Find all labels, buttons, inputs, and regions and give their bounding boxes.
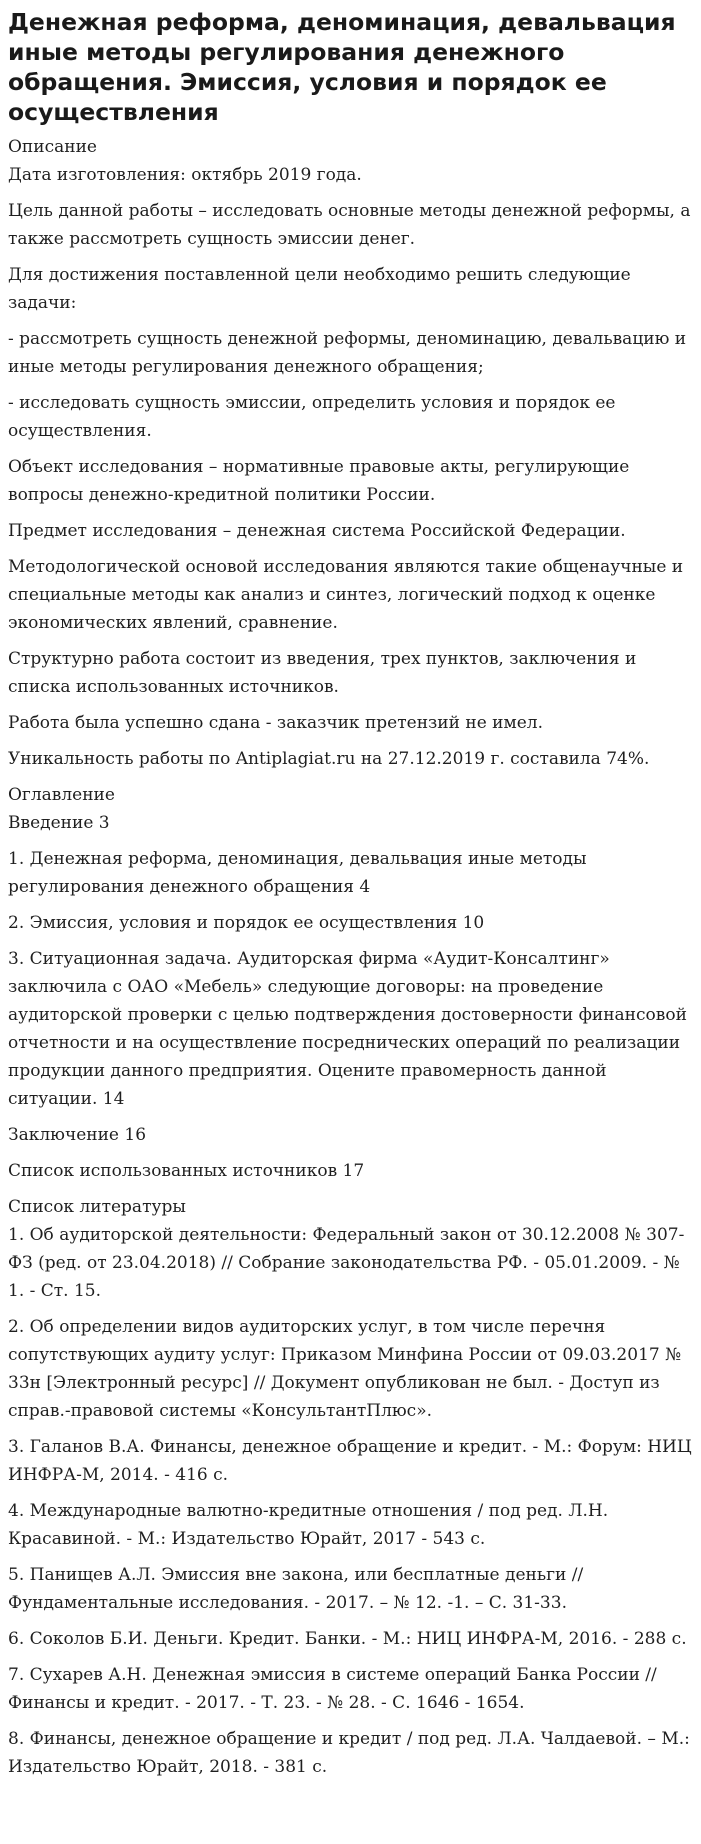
bibliography-item: 6. Соколов Б.И. Деньги. Кредит. Банки. - М.: НИЦ ИНФРА-М, 2016. - 288 с. [8, 1629, 687, 1649]
description-paragraph: - исследовать сущность эмиссии, определить условия и порядок ее осуществления. [8, 393, 616, 441]
page-title: Денежная реформа, деноминация, девальвация иные методы регулирования денежного обращения. Эмиссия, условия и порядок ее осуществления [8, 8, 676, 126]
description-paragraph: - рассмотреть сущность денежной реформы, деноминацию, девальвацию и иные методы регулирования денежного обращения; [8, 329, 687, 377]
production-date: Дата изготовления: октябрь 2019 года. [8, 165, 362, 185]
toc-item: 3. Ситуационная задача. Аудиторская фирма «Аудит-Консалтинг» заключила с ОАО «Мебель» следующие договоры: на проведение аудиторской проверки с целью подтверждения достоверности финансовой отчетности и на осуществление посреднических операций по реализации продукции данного предприятия. Оцените правомерность данной ситуации. 14 [8, 949, 687, 1109]
description-paragraph: Объект исследования – нормативные правовые акты, регулирующие вопросы денежно-кредитной политики России. [8, 457, 630, 505]
toc-item: Заключение 16 [8, 1125, 147, 1145]
description-paragraph: Методологической основой исследования являются такие общенаучные и специальные методы как анализ и синтез, логический подход к оценке экономических явлений, сравнение. [8, 557, 684, 633]
bibliography-item: 1. Об аудиторской деятельности: Федеральный закон от 30.12.2008 № 307-ФЗ (ред. от 23.04.2018) // Собрание законодательства РФ. - 05.01.2009. - № 1. - Ст. 15. [8, 1225, 685, 1301]
toc-item: Введение 3 [8, 813, 110, 833]
bibliography-item: 2. Об определении видов аудиторских услуг, в том числе перечня сопутствующих аудиту услуг: Приказом Минфина России от 09.03.2017 № 33н [Электронный ресурс] // Документ опубликован не был. - Доступ из справ.-правовой системы «КонсультантПлюс». [8, 1317, 682, 1421]
description-paragraph: Цель данной работы – исследовать основные методы денежной реформы, а также рассмотреть сущность эмиссии денег. [8, 201, 691, 249]
description-paragraph: Предмет исследования – денежная система Российской Федерации. [8, 521, 626, 541]
description-paragraph: Работа была успешно сдана - заказчик претензий не имел. [8, 713, 543, 733]
bibliography-item: 7. Сухарев А.Н. Денежная эмиссия в системе операций Банка России // Финансы и кредит. - 2017. - Т. 23. - № 28. - С. 1646 - 1654. [8, 1665, 657, 1713]
uniqueness-suffix: на 27.12.2019 г. составила 74%. [355, 749, 650, 769]
toc-item: Список использованных источников 17 [8, 1161, 365, 1181]
bibliography-item: 3. Галанов В.А. Финансы, денежное обращение и кредит. - М.: Форум: НИЦ ИНФРА-М, 2014. - 416 с. [8, 1437, 692, 1485]
toc-label: Оглавление [8, 785, 115, 805]
uniqueness-prefix: Уникальность работы по [8, 749, 236, 769]
bibliography-item: 5. Панищев А.Л. Эмиссия вне закона, или бесплатные деньги // Фундаментальные исследования. - 2017. – № 12. -1. – С. 31-33. [8, 1565, 584, 1613]
bibliography-label: Список литературы [8, 1197, 186, 1217]
bibliography-item: 8. Финансы, денежное обращение и кредит / под ред. Л.А. Чалдаевой. – М.: Издательство Юрайт, 2018. - 381 с. [8, 1729, 690, 1777]
bibliography-item: 4. Международные валютно-кредитные отношения / под ред. Л.Н. Красавиной. - М.: Издательство Юрайт, 2017 - 543 с. [8, 1501, 609, 1549]
uniqueness-paragraph [8, 745, 693, 773]
toc-item: 2. Эмиссия, условия и порядок ее осуществления 10 [8, 913, 485, 933]
description-paragraph: Структурно работа состоит из введения, трех пунктов, заключения и списка использованных источников. [8, 649, 637, 697]
description-paragraph: Для достижения поставленной цели необходимо решить следующие задачи: [8, 265, 631, 313]
description-label: Описание [8, 137, 97, 157]
toc-item: 1. Денежная реформа, деноминация, девальвация иные методы регулирования денежного обращения 4 [8, 849, 587, 897]
antiplagiat-link[interactable]: Antiplagiat.ru [235, 749, 356, 769]
